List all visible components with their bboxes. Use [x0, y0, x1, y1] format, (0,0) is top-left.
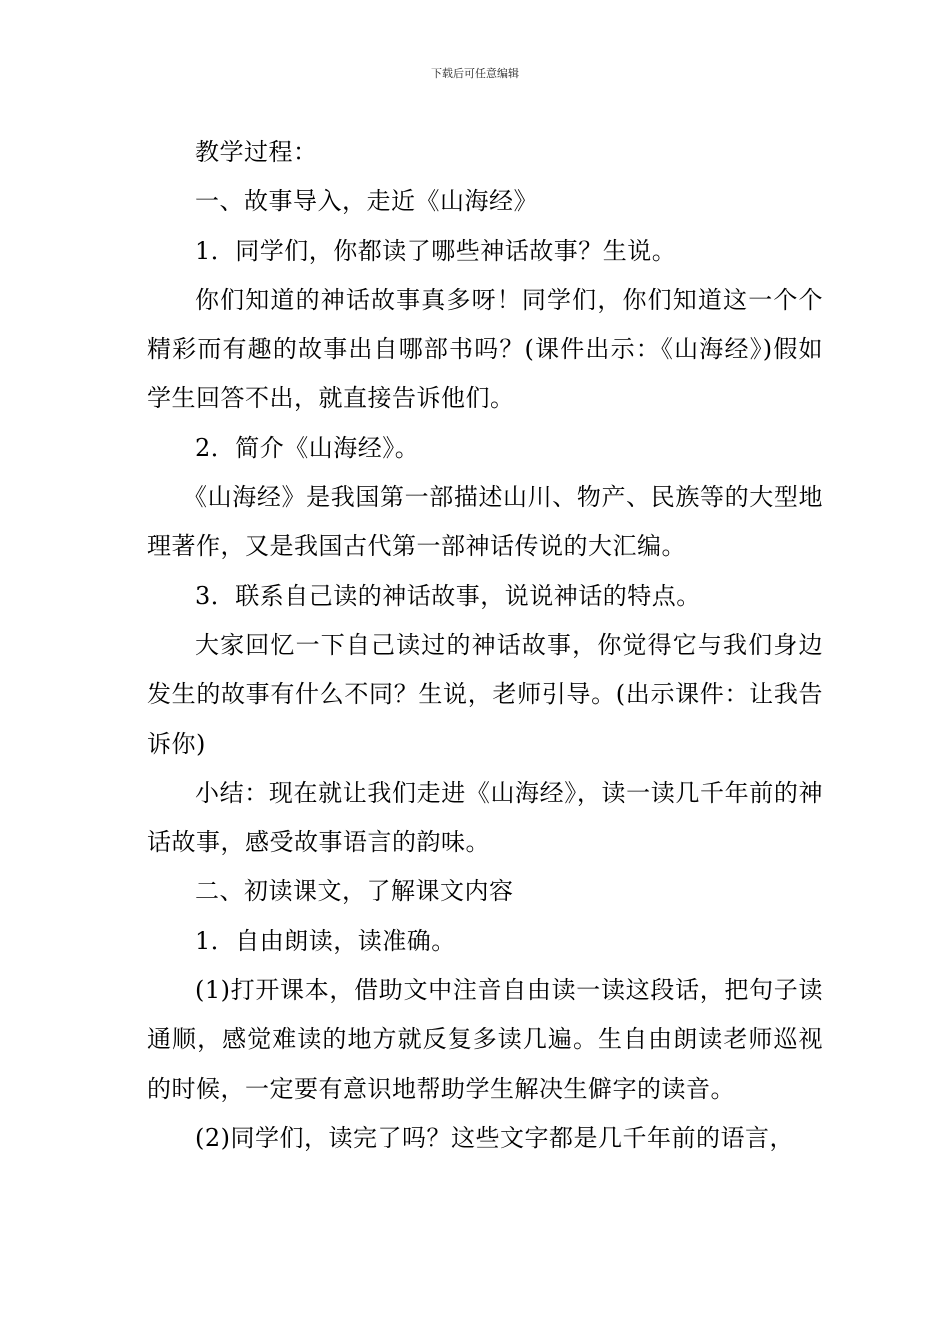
page-header: 下载后可任意编辑	[431, 67, 519, 80]
paragraph-summary: 小结：现在就让我们走进《山海经》，读一读几千年前的神话故事，感受故事语言的韵味。	[147, 778, 823, 857]
paragraph-item-1: 1．同学们，你都读了哪些神话故事？生说。	[195, 236, 677, 265]
paragraph-step-2: (2)同学们，读完了吗？这些文字都是几千年前的语言，	[195, 1123, 794, 1152]
paragraph-section-one-title: 一、故事导入，走近《山海经》	[195, 187, 538, 216]
paragraph-myth-intro: 你们知道的神话故事真多呀！同学们，你们知道这一个个精彩而有趣的故事出自哪部书吗？(课件出示：《山海经》)假如学生回答不出，就直接告诉他们。	[147, 285, 823, 413]
paragraph-heading-process: 教学过程：	[195, 138, 318, 166]
paragraph-item-3: 3．联系自己读的神话故事，说说神话的特点。	[195, 581, 701, 610]
paragraph-free-reading: 1．自由朗读，读准确。	[195, 926, 456, 955]
paragraph-shanhaijing-intro: 《山海经》是我国第一部描述山川、物产、民族等的大型地理著作，又是我国古代第一部神话传说的大汇编。	[147, 483, 823, 561]
document-body	[147, 128, 823, 1163]
paragraph-section-two-title: 二、初读课文，了解课文内容	[195, 877, 514, 906]
paragraph-recall-myths: 大家回忆一下自己读过的神话故事，你觉得它与我们身边发生的故事有什么不同？生说，老师引导。(出示课件：让我告诉你)	[147, 630, 823, 758]
paragraph-step-1: (1)打开课本，借助文中注音自由读一读这段话，把句子读通顺，感觉难读的地方就反复多读几遍。生自由朗读老师巡视的时候，一定要有意识地帮助学生解决生僻字的读音。	[147, 976, 823, 1103]
paragraph-item-2: 2．简介《山海经》。	[195, 433, 420, 462]
